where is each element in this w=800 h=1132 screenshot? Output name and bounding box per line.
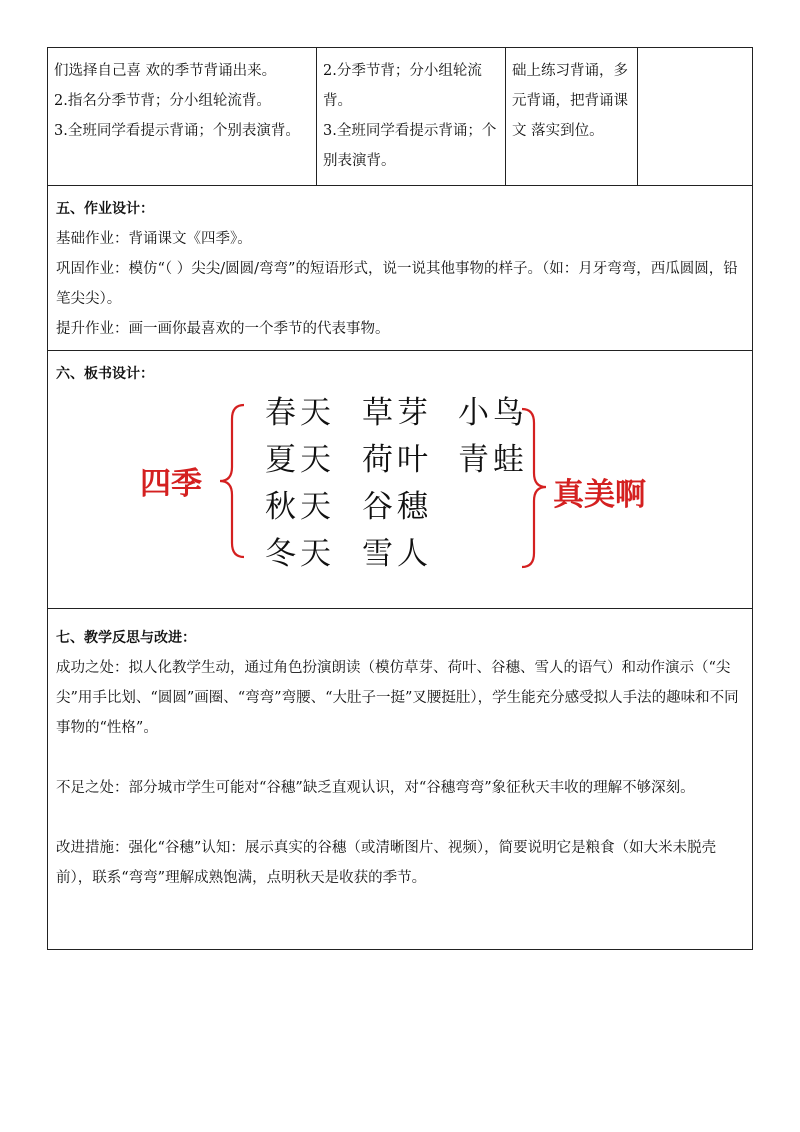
reflection-section: [47, 609, 753, 950]
board-season-autumn: 秋天: [265, 489, 335, 525]
board-season-spring: 春天: [265, 395, 335, 431]
board-item: 谷穗: [362, 489, 432, 525]
board-item: 小鸟: [458, 395, 528, 431]
cell-text: 2.指名分季节背；分小组轮流背。: [54, 93, 271, 109]
reflection-shortcoming: 不足之处：部分城市学生可能对“谷穗”缺乏直观认识，对“谷穗弯弯”象征秋天丰收的理解不够深刻。: [56, 780, 695, 796]
homework-line: 提升作业：画一画你最喜欢的一个季节的代表事物。: [56, 321, 390, 337]
design-intent-cell: [506, 48, 638, 185]
reflection-improvement: 改进措施：强化“谷穗”认知：展示真实的谷穗（或清晰图片、视频），简要说明它是粮食（如大米未脱壳前），联系“弯弯”理解成熟饱满，点明秋天是收获的季节。: [56, 840, 717, 886]
cell-text: 2.分季节背；分小组轮流背。: [323, 63, 482, 109]
board-design-section: [47, 351, 753, 609]
cell-text: 础上练习背诵，多元背诵，把背诵课文 落实到位。: [512, 63, 628, 139]
board-item: 雪人: [362, 536, 432, 572]
left-brace-icon: [218, 401, 248, 561]
activity-table-row: [47, 47, 753, 186]
reflection-success: 成功之处：拟人化教学生动，通过角色扮演朗读（模仿草芽、荷叶、谷穗、雪人的语气）和动作演示（“尖尖”用手比划、“圆圆”画圈、“弯弯”弯腰、“大肚子一挺”叉腰挺肚），学生能充分感受拟人手法的趣味和不同事物的“性格”。: [56, 660, 739, 736]
board-season-winter: 冬天: [265, 536, 335, 572]
board-item: 青蛙: [458, 442, 528, 478]
homework-line: 基础作业：背诵课文《四季》。: [56, 231, 252, 247]
section-heading: 六、板书设计：: [56, 366, 154, 382]
homework-section: [47, 186, 753, 351]
lesson-plan-document: [47, 47, 753, 950]
teacher-activity-cell: [48, 48, 317, 185]
board-right-title: 真美啊: [553, 477, 646, 513]
cell-text: 3.全班同学看提示背诵；个别表演背。: [323, 123, 497, 169]
board-item: 草芽: [362, 395, 432, 431]
section-heading: 七、教学反思与改进：: [56, 630, 196, 646]
student-activity-cell: [317, 48, 506, 185]
board-item: 荷叶: [362, 442, 432, 478]
cell-text: 们选择自己喜 欢的季节背诵出来。: [54, 63, 277, 79]
cell-text: 3.全班同学看提示背诵；个别表演背。: [54, 123, 300, 139]
section-heading: 五、作业设计：: [56, 201, 154, 217]
homework-line: 巩固作业：模仿“（ ）尖尖/圆圆/弯弯”的短语形式，说一说其他事物的样子。（如：月牙弯弯，西瓜圆圆，铅笔尖尖）。: [56, 261, 738, 307]
empty-cell: [638, 48, 752, 185]
right-brace-icon: [518, 405, 548, 571]
board-season-summer: 夏天: [265, 442, 335, 478]
board-left-title: 四季: [140, 466, 202, 502]
